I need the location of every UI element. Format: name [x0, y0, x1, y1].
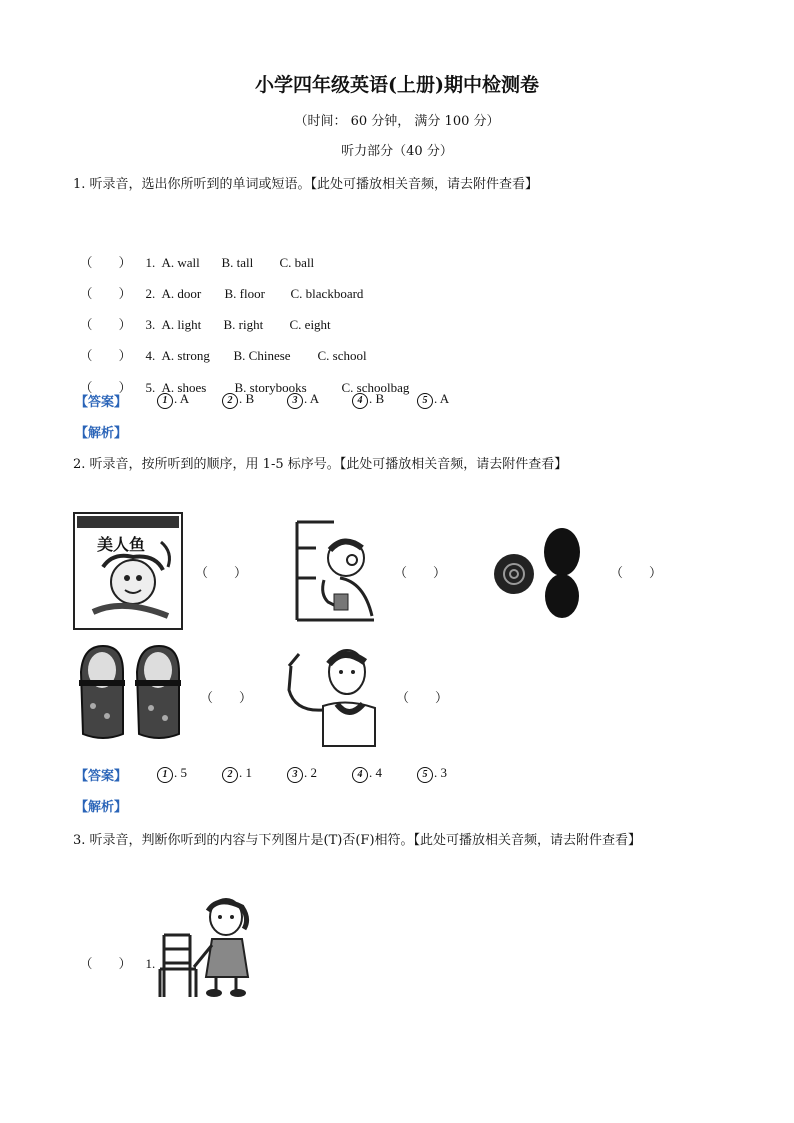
section-heading: 听力部分（40 分） — [341, 144, 453, 159]
q2-answer-4: 4 . 4 — [352, 765, 417, 783]
question-3-text: 3. 听录音，判断你听到的内容与下列图片是(T)否(F)相符。【此处可播放相关音频，请去附件查看】 — [73, 833, 642, 848]
q2-blank-3: （ ） — [610, 565, 663, 580]
q1-answer-3: 3 . A — [287, 391, 352, 409]
q2-answer-3: 3 . 2 — [287, 765, 352, 783]
q1-row-4: （ ） 4. A. strong B. Chinese C. school — [79, 348, 367, 363]
q2-blank-2: （ ） — [394, 565, 447, 580]
q2-blank-1: （ ） — [195, 565, 248, 580]
q2-answer-5: 5 . 3 — [417, 765, 482, 783]
q1-answer-2: 2 . B — [222, 391, 287, 409]
q2-answers — [157, 765, 482, 783]
shoes-picture — [73, 642, 188, 742]
q2-blank-5: （ ） — [396, 690, 449, 705]
q1-row-5: （ ） 5. A. shoes B. storybooks C. schoolbag — [79, 380, 410, 395]
storybook-picture — [73, 512, 183, 630]
q3-row-1: （ ） 1. — [79, 956, 156, 971]
q1-answer-label: 【答案】 — [75, 395, 128, 410]
exam-info: （时间： 60 分钟， 满分 100 分） — [294, 114, 500, 129]
q2-analysis-label: 【解析】 — [75, 800, 128, 815]
q1-answer-1: 1 . A — [157, 391, 222, 409]
q1-analysis-label: 【解析】 — [75, 426, 128, 441]
q1-row-1: （ ） 1. A. wall B. tall C. ball — [79, 255, 315, 270]
q2-blank-4: （ ） — [200, 690, 253, 705]
q1-row-2: （ ） 2. A. door B. floor C. blackboard — [79, 286, 364, 301]
page-title: 小学四年级英语(上册)期中检测卷 — [255, 74, 539, 96]
round-objects-picture — [490, 524, 590, 620]
waving-man-picture — [283, 646, 383, 748]
question-2-text: 2. 听录音，按所听到的顺序，用 1-5 标序号。【此处可播放相关音频，请去附件查看】 — [73, 457, 568, 472]
book-title: 美人鱼 — [97, 535, 146, 554]
q2-answer-2: 2 . 1 — [222, 765, 287, 783]
q1-answer-5: 5 . A — [417, 391, 482, 409]
q1-answers — [157, 391, 482, 409]
q1-answer-4: 4 . B — [352, 391, 417, 409]
question-1-text: 1. 听录音，选出你所听到的单词或短语。【此处可播放相关音频，请去附件查看】 — [73, 177, 539, 192]
phone-boy-picture — [294, 520, 378, 624]
q1-row-3: （ ） 3. A. light B. right C. eight — [79, 317, 331, 332]
q2-answer-1: 1 . 5 — [157, 765, 222, 783]
q2-answer-label: 【答案】 — [75, 769, 128, 784]
girl-chair-picture — [158, 895, 252, 999]
